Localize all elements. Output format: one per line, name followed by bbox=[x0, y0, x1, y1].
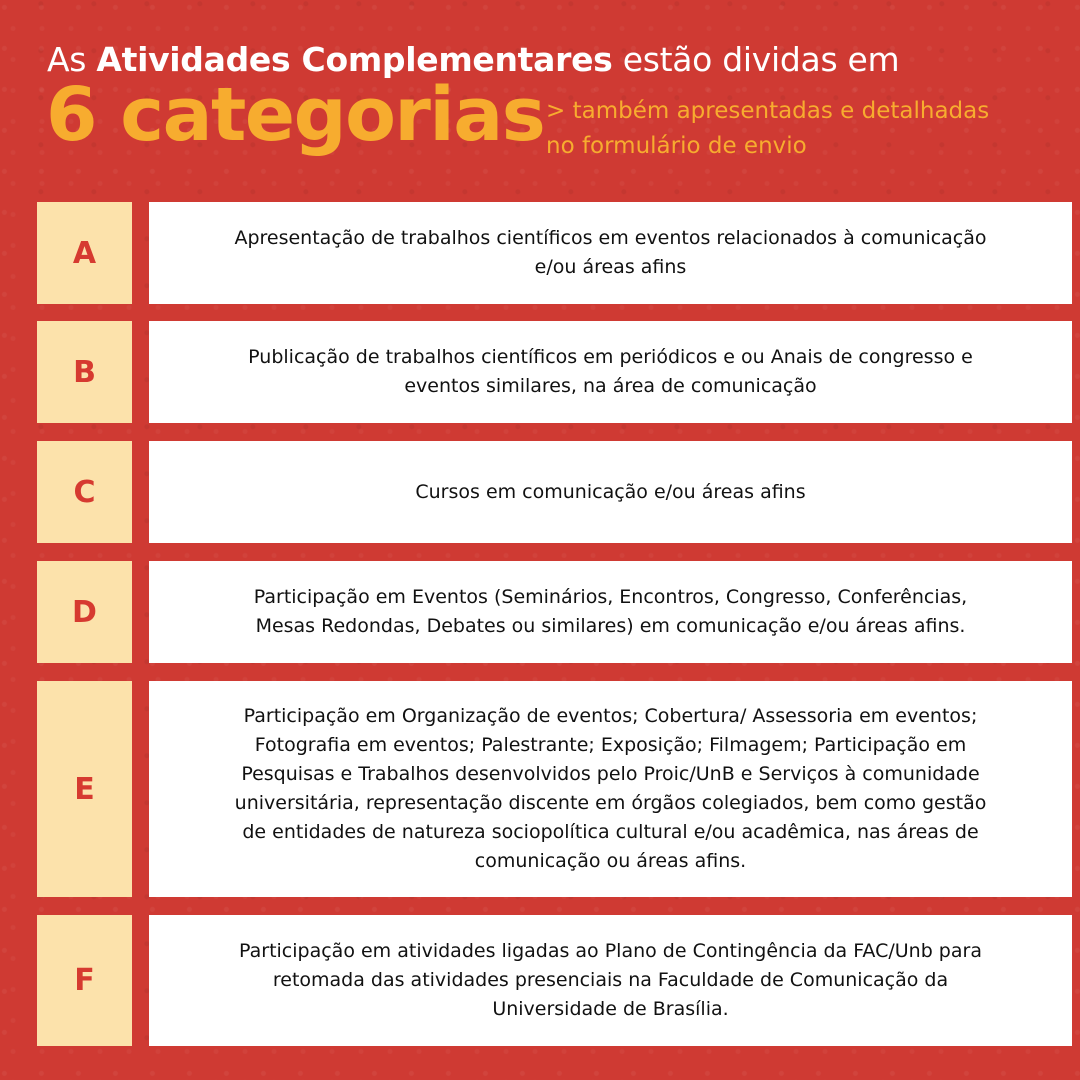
category-letter: A bbox=[37, 202, 132, 304]
category-description bbox=[415, 478, 805, 507]
header-highlight: Atividades Complementares bbox=[96, 40, 613, 79]
category-description-box bbox=[149, 561, 1072, 663]
description-line: Pesquisas e Trabalhos desenvolvidos pelo Proic/UnB e Serviços à comunidade bbox=[241, 763, 980, 785]
page-title: 6 categorias bbox=[46, 72, 545, 158]
header-note bbox=[546, 94, 1046, 164]
category-row-c bbox=[37, 441, 1072, 543]
description-line: Publicação de trabalhos científicos em periódicos e ou Anais de congresso e bbox=[248, 346, 973, 368]
description-line: universitária, representação discente em órgãos colegiados, bem como gestão bbox=[234, 792, 987, 814]
description-line: de entidades de natureza sociopolítica cultural e/ou acadêmica, nas áreas de bbox=[242, 821, 979, 843]
category-description-box bbox=[149, 441, 1072, 543]
header-prefix: As bbox=[47, 40, 97, 79]
category-description-box bbox=[149, 915, 1072, 1046]
category-description-box bbox=[149, 681, 1072, 897]
description-line: Mesas Redondas, Debates ou similares) em comunicação e/ou áreas afins. bbox=[255, 615, 966, 637]
category-description-box bbox=[149, 321, 1072, 423]
category-row-f bbox=[37, 915, 1072, 1046]
category-row-b bbox=[37, 321, 1072, 423]
description-line: eventos similares, na área de comunicação bbox=[404, 375, 817, 397]
header-note-line-1: > também apresentadas e detalhadas bbox=[546, 98, 990, 124]
category-description bbox=[254, 583, 967, 641]
description-line: Participação em atividades ligadas ao Plano de Contingência da FAC/Unb para bbox=[239, 940, 982, 962]
category-description bbox=[234, 224, 986, 282]
header-suffix: estão dividas em bbox=[612, 40, 900, 79]
description-line: Cursos em comunicação e/ou áreas afins bbox=[415, 480, 806, 503]
category-description bbox=[235, 702, 987, 876]
category-description bbox=[239, 937, 982, 1024]
category-description bbox=[248, 343, 973, 401]
category-description-box bbox=[149, 202, 1072, 304]
description-line: e/ou áreas afins bbox=[534, 256, 687, 278]
description-line: Participação em Organização de eventos; Cobertura/ Assessoria em eventos; bbox=[243, 705, 978, 727]
description-line: Fotografia em eventos; Palestrante; Exposição; Filmagem; Participação em bbox=[254, 734, 967, 756]
description-line: Apresentação de trabalhos científicos em eventos relacionados à comunicação bbox=[234, 227, 987, 249]
category-row-a bbox=[37, 202, 1072, 304]
description-line: comunicação ou áreas afins. bbox=[474, 850, 747, 872]
description-line: Universidade de Brasília. bbox=[492, 998, 729, 1020]
category-letter: B bbox=[37, 321, 132, 423]
description-line: retomada das atividades presenciais na Faculdade de Comunicação da bbox=[272, 969, 949, 991]
description-line: Participação em Eventos (Seminários, Encontros, Congresso, Conferências, bbox=[253, 586, 968, 608]
category-letter: D bbox=[37, 561, 132, 663]
category-letter: E bbox=[37, 681, 132, 897]
category-row-e bbox=[37, 681, 1072, 897]
category-letter: F bbox=[37, 915, 132, 1046]
category-row-d bbox=[37, 561, 1072, 663]
category-letter: C bbox=[37, 441, 132, 543]
header-note-line-2: no formulário de envio bbox=[546, 133, 807, 159]
